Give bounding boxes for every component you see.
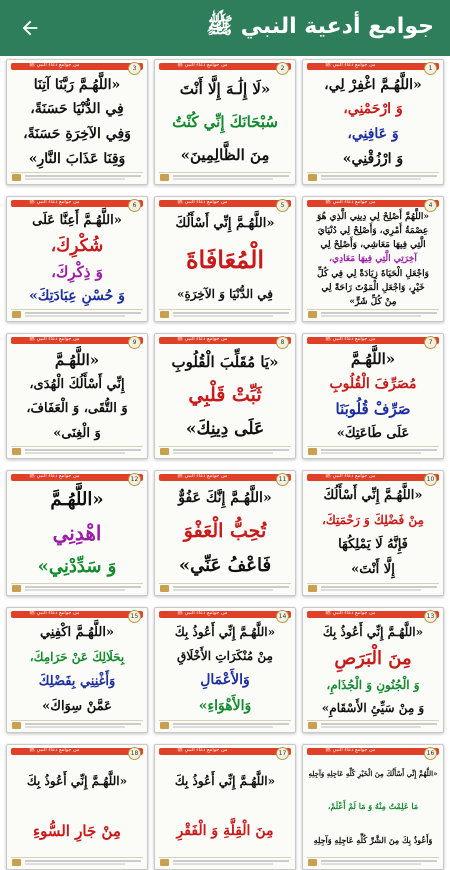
card-logo-icon bbox=[160, 311, 169, 318]
card-number-badge: 10 bbox=[424, 473, 437, 486]
card-header-text: من جوامع دعاء النبي ﷺ bbox=[177, 747, 228, 753]
card-header-text: من جوامع دعاء النبي ﷺ bbox=[177, 62, 228, 68]
card-footer bbox=[159, 583, 291, 592]
card-footer bbox=[307, 857, 439, 866]
card-footer bbox=[11, 309, 143, 318]
dua-line: وَقِنَا عَذَابَ النَّارِ» bbox=[28, 150, 126, 167]
footer-rule bbox=[173, 452, 273, 454]
dua-line: اهْدِنِي bbox=[52, 521, 102, 546]
dua-line: «اللَّهُـمَّ إِنِّي أَعُوذُ بِكَ bbox=[174, 774, 276, 789]
card-footer bbox=[11, 720, 143, 729]
dua-card[interactable] bbox=[6, 470, 148, 596]
dua-text bbox=[11, 347, 143, 446]
dua-line: مِنْ فَضْلِكَ وَ رَحْمَتِكَ، bbox=[322, 513, 424, 528]
footer-rule bbox=[25, 860, 141, 862]
dua-card[interactable] bbox=[154, 333, 296, 459]
dua-card[interactable] bbox=[6, 607, 148, 733]
dua-line: عَمَّنْ سِوَاكَ» bbox=[42, 699, 112, 715]
card-header-text: من جوامع دعاء النبي ﷺ bbox=[325, 747, 376, 753]
dua-line: وَ حُسْنِ عِبَادَتِكَ» bbox=[29, 288, 125, 305]
card-number-badge: 3 bbox=[128, 62, 141, 75]
card-header-text: من جوامع دعاء النبي ﷺ bbox=[177, 336, 228, 342]
footer-rule bbox=[321, 726, 421, 728]
dua-text bbox=[307, 73, 439, 172]
dua-line: مِنْ كُلِّ شَرٍّ» bbox=[349, 296, 397, 307]
dua-line: وَ سَدِّدْنِي» bbox=[37, 555, 117, 577]
dua-line: آخِرَتِي الَّتِي فِيهَا مَعَادِي، bbox=[329, 254, 417, 265]
dua-card[interactable] bbox=[6, 333, 148, 459]
card-number-badge: 13 bbox=[424, 610, 437, 623]
dua-line: «اللَّهُمَّ أَصْلِحْ لِي دِينِي الَّذِي هُوَ bbox=[317, 212, 429, 223]
dua-line: مِنْ جَارِ السُّوءِ bbox=[33, 822, 121, 840]
dua-line: وَ ارْحَمْنِي، bbox=[343, 101, 403, 118]
dua-card[interactable] bbox=[302, 607, 444, 733]
card-footer bbox=[307, 720, 439, 729]
dua-line: وَ عَافِنِي، bbox=[347, 126, 399, 143]
footer-rule bbox=[173, 589, 273, 591]
page-title: جوامع أدعية النبي ﷺ bbox=[206, 14, 434, 39]
dua-line: «اللَّهُـمَّ إِنِّي أَعُوذُ بِكَ bbox=[26, 774, 128, 789]
card-footer bbox=[307, 309, 439, 318]
dua-line: إِلَّا أَنْتَ» bbox=[351, 562, 395, 578]
footer-rule bbox=[173, 723, 289, 725]
dua-text bbox=[307, 347, 439, 446]
card-footer bbox=[159, 857, 291, 866]
dua-card[interactable] bbox=[302, 744, 444, 870]
footer-rule bbox=[321, 175, 437, 177]
dua-line: تُحِبُّ الْعَفْوَ bbox=[183, 519, 267, 542]
card-logo-icon bbox=[160, 722, 169, 729]
dua-line: فَاعْفُ عَنِّي» bbox=[178, 554, 272, 576]
card-number-badge: 6 bbox=[128, 199, 141, 212]
footer-rule bbox=[321, 315, 421, 317]
dua-line: وَالأَعْمَالِ bbox=[200, 672, 250, 689]
dua-line: «اللَّهُـمَّ bbox=[350, 350, 396, 369]
card-footer bbox=[159, 309, 291, 318]
dua-card[interactable] bbox=[6, 744, 148, 870]
dua-line: فِي الدُّنْيَا وَ الآخِرَةِ» bbox=[177, 287, 273, 302]
card-footer bbox=[159, 172, 291, 181]
dua-line: وَالأَهْوَاءِ» bbox=[198, 698, 252, 715]
card-number-badge: 14 bbox=[276, 610, 289, 623]
footer-rule bbox=[25, 863, 125, 865]
card-number-badge: 8 bbox=[276, 336, 289, 349]
dua-text bbox=[11, 621, 143, 720]
dua-card[interactable] bbox=[302, 333, 444, 459]
dua-line: الَّتِي فِيهَا مَعَاشِي، وَأَصْلِحْ لِي bbox=[320, 240, 426, 251]
footer-rule bbox=[25, 315, 125, 317]
card-number-badge: 18 bbox=[128, 747, 141, 760]
dua-line: خَيْرٍ، وَاجْعَلِ الْمَوْتَ رَاحَةً لِي bbox=[321, 282, 425, 293]
dua-line: وَ ذِكْرِكَ، bbox=[51, 263, 103, 282]
back-button[interactable] bbox=[14, 12, 46, 44]
card-header-text: من جوامع دعاء النبي ﷺ bbox=[29, 473, 80, 479]
dua-line: مِنَ الْقِلَّةِ وَ الْفَقْرِ bbox=[176, 822, 274, 839]
dua-line: عَلَى طَاعَتِكَ» bbox=[336, 426, 410, 442]
card-number-badge: 9 bbox=[128, 336, 141, 349]
card-logo-icon bbox=[12, 448, 21, 455]
dua-line: بِحَلَالِكَ عَنْ حَرَامِكَ، bbox=[29, 650, 125, 665]
dua-line: إِنِّي أَسْأَلُكَ الْهُدَى، bbox=[29, 377, 125, 393]
dua-text bbox=[159, 621, 291, 720]
dua-text bbox=[159, 758, 291, 857]
dua-text bbox=[11, 484, 143, 583]
dua-line: وَاجْعَلِ الْحَيَاةَ زِيَادَةً لِي فِي كُلِّ bbox=[317, 268, 429, 279]
card-footer bbox=[307, 172, 439, 181]
dua-card[interactable] bbox=[6, 196, 148, 322]
footer-rule bbox=[25, 726, 125, 728]
dua-text bbox=[307, 758, 439, 857]
card-number-badge: 16 bbox=[424, 747, 437, 760]
card-logo-icon bbox=[308, 722, 317, 729]
dua-line: فِي الدُّنْيَا حَسَنَةً، bbox=[30, 101, 124, 118]
card-logo-icon bbox=[160, 859, 169, 866]
card-header-text: من جوامع دعاء النبي ﷺ bbox=[177, 473, 228, 479]
card-number-badge: 12 bbox=[128, 473, 141, 486]
dua-card[interactable] bbox=[154, 196, 296, 322]
dua-line: «اللَّهُمَّ إِنِّي أَسْأَلُكَ مِنَ الْخَيْرِ كُلِّهِ عَاجِلِهِ وَآجِلِهِ bbox=[308, 769, 438, 779]
dua-line: «اللَّهُـمَّ رَبَّنَا آتِنَا bbox=[33, 76, 121, 93]
dua-line: «اللَّهُـمَّ أَعِنَّا عَلَى bbox=[32, 213, 122, 229]
footer-rule bbox=[25, 312, 141, 314]
card-logo-icon bbox=[12, 174, 21, 181]
card-logo-icon bbox=[308, 585, 317, 592]
dua-card[interactable] bbox=[302, 196, 444, 322]
dua-line: ثَبِّتْ قَلْبِي bbox=[188, 383, 262, 406]
arrow-back-icon bbox=[19, 17, 41, 39]
footer-rule bbox=[321, 586, 437, 588]
footer-rule bbox=[321, 449, 437, 451]
footer-rule bbox=[25, 723, 141, 725]
card-header-text: من جوامع دعاء النبي ﷺ bbox=[177, 610, 228, 616]
card-header-text: من جوامع دعاء النبي ﷺ bbox=[325, 473, 376, 479]
card-footer bbox=[307, 583, 439, 592]
dua-text bbox=[307, 621, 439, 720]
card-number-badge: 15 bbox=[128, 610, 141, 623]
dua-line: «اللَّهُـمَّ إِنِّي أَسْأَلُكَ bbox=[175, 216, 275, 232]
dua-line: سُبْحَانَكَ إِنِّي كُنْتُ bbox=[172, 113, 278, 132]
dua-card[interactable] bbox=[154, 59, 296, 185]
dua-card[interactable] bbox=[154, 607, 296, 733]
dua-line: مَا عَلِمْتُ مِنْهُ وَ مَا لَمْ أَعْلَمْ، bbox=[327, 801, 419, 812]
card-footer bbox=[11, 172, 143, 181]
dua-line: «اللَّهُـمَّ اكْفِنِي bbox=[39, 625, 115, 641]
dua-line: وَ ارْزُقْنِي» bbox=[342, 150, 404, 167]
footer-rule bbox=[25, 175, 141, 177]
dua-line: «اللَّهُـمَّ إِنَّكَ عَفُوٌّ bbox=[178, 489, 272, 506]
footer-rule bbox=[25, 178, 125, 180]
app-bar bbox=[0, 0, 450, 56]
footer-rule bbox=[173, 860, 289, 862]
card-logo-icon bbox=[12, 311, 21, 318]
footer-rule bbox=[173, 312, 289, 314]
card-header-text: من جوامع دعاء النبي ﷺ bbox=[325, 610, 376, 616]
dua-card[interactable] bbox=[302, 470, 444, 596]
card-header-text: من جوامع دعاء النبي ﷺ bbox=[325, 199, 376, 205]
card-logo-icon bbox=[308, 859, 317, 866]
card-header-text: من جوامع دعاء النبي ﷺ bbox=[325, 62, 376, 68]
footer-rule bbox=[321, 860, 437, 862]
card-number-badge: 1 bbox=[424, 62, 437, 75]
footer-rule bbox=[173, 586, 289, 588]
footer-rule bbox=[321, 589, 421, 591]
footer-rule bbox=[25, 452, 125, 454]
card-logo-icon bbox=[308, 311, 317, 318]
dua-line: وَ مِنْ سَيِّئِ الأَسْقَامِ» bbox=[321, 700, 425, 715]
footer-rule bbox=[25, 449, 141, 451]
dua-text bbox=[159, 484, 291, 583]
dua-text bbox=[307, 484, 439, 583]
dua-line: «لَا إِلَٰـهَ إِلَّا أَنْتَ bbox=[179, 80, 271, 99]
dua-text bbox=[307, 210, 439, 309]
card-logo-icon bbox=[12, 859, 21, 866]
footer-rule bbox=[321, 723, 437, 725]
card-footer bbox=[11, 583, 143, 592]
dua-line: «اللَّهُـمَّ bbox=[54, 350, 100, 369]
card-header-text: من جوامع دعاء النبي ﷺ bbox=[29, 199, 80, 205]
dua-line: وَفِي الآخِرَةِ حَسَنَةً، bbox=[23, 126, 131, 143]
dua-line: «اللَّهُـمَّ إِنِّي أَسْأَلُكَ bbox=[323, 488, 423, 504]
dua-text bbox=[11, 758, 143, 857]
card-number-badge: 4 bbox=[424, 199, 437, 212]
dua-line: مُصَرِّفَ الْقُلُوبِ bbox=[329, 375, 417, 392]
footer-rule bbox=[321, 178, 421, 180]
dua-text bbox=[11, 73, 143, 172]
dua-card[interactable] bbox=[302, 59, 444, 185]
footer-rule bbox=[321, 452, 421, 454]
card-header-text: من جوامع دعاء النبي ﷺ bbox=[29, 336, 80, 342]
dua-line: وَأَغْنِنِي بِفَضْلِكَ bbox=[38, 674, 116, 690]
dua-line: شُكْرِكَ، bbox=[50, 235, 104, 256]
card-logo-icon bbox=[308, 174, 317, 181]
card-logo-icon bbox=[12, 722, 21, 729]
card-logo-icon bbox=[12, 585, 21, 592]
footer-rule bbox=[25, 589, 125, 591]
dua-line: عِصْمَةُ أَمْرِي، وَأَصْلِحْ لِي دُنْيَايَ bbox=[317, 226, 429, 237]
dua-line: الْمُعَافَاةَ bbox=[185, 244, 265, 274]
card-header-text: من جوامع دعاء النبي ﷺ bbox=[325, 336, 376, 342]
dua-line: «اللَّهُـمَّ اغْفِرْ لِي، bbox=[324, 76, 422, 93]
card-number-badge: 17 bbox=[276, 747, 289, 760]
footer-rule bbox=[173, 315, 273, 317]
dua-card[interactable] bbox=[154, 744, 296, 870]
card-footer bbox=[159, 720, 291, 729]
footer-rule bbox=[173, 178, 273, 180]
dua-text bbox=[11, 210, 143, 309]
dua-line: وَأَعُوذُ بِكَ مِنَ الشَّرِّ كُلِّهِ عَاجِلِهِ وَآجِلِهِ bbox=[313, 834, 433, 845]
duas-grid bbox=[0, 56, 450, 845]
dua-line: «اللَّهُـمَّ إِنِّي أَعُوذُ بِكَ bbox=[322, 624, 424, 639]
card-footer bbox=[159, 446, 291, 455]
footer-rule bbox=[25, 586, 141, 588]
dua-line: وَ التُّقَى، وَ الْعَفَافَ، bbox=[26, 401, 128, 417]
dua-line: «يَا مُقَلِّبَ الْقُلُوبِ bbox=[171, 352, 279, 371]
card-footer bbox=[307, 446, 439, 455]
card-number-badge: 5 bbox=[276, 199, 289, 212]
card-number-badge: 2 bbox=[276, 62, 289, 75]
dua-text bbox=[159, 73, 291, 172]
card-number-badge: 7 bbox=[424, 336, 437, 349]
dua-line: «اللَّهُـمَّ إِنِّي أَعُوذُ بِكَ bbox=[174, 625, 276, 640]
dua-line: صَرِّفْ قُلُوبَنَا bbox=[335, 400, 411, 419]
dua-card[interactable] bbox=[6, 59, 148, 185]
footer-rule bbox=[173, 863, 273, 865]
footer-rule bbox=[321, 863, 421, 865]
dua-line: فَإِنَّهُ لَا يَمْلِكُهَا bbox=[338, 537, 408, 553]
card-logo-icon bbox=[160, 448, 169, 455]
dua-card[interactable] bbox=[154, 470, 296, 596]
card-footer bbox=[11, 446, 143, 455]
dua-line: مِنْ مُنْكَرَاتِ الأَخْلَاقِ bbox=[177, 648, 273, 663]
footer-rule bbox=[173, 726, 273, 728]
card-header-text: من جوامع دعاء النبي ﷺ bbox=[29, 747, 80, 753]
card-header-text: من جوامع دعاء النبي ﷺ bbox=[177, 199, 228, 205]
card-logo-icon bbox=[160, 585, 169, 592]
card-logo-icon bbox=[308, 448, 317, 455]
dua-line: مِنَ الظَّالِمِينَ» bbox=[180, 146, 270, 165]
card-number-badge: 11 bbox=[276, 473, 289, 486]
dua-text bbox=[159, 347, 291, 446]
footer-rule bbox=[173, 449, 289, 451]
card-logo-icon bbox=[160, 174, 169, 181]
card-header-text: من جوامع دعاء النبي ﷺ bbox=[29, 62, 80, 68]
dua-text bbox=[159, 210, 291, 309]
dua-line: «اللَّهُـمَّ bbox=[50, 489, 104, 511]
dua-line: عَلَى دِينِكَ» bbox=[185, 418, 265, 439]
dua-line: وَ الْغِنَى» bbox=[53, 425, 101, 441]
dua-line: مِنَ الْبَرَصِ bbox=[334, 647, 412, 669]
dua-line: وَ الْجُنُونِ وَ الْجُذَامِ، bbox=[326, 677, 420, 692]
card-footer bbox=[11, 857, 143, 866]
card-header-text: من جوامع دعاء النبي ﷺ bbox=[29, 610, 80, 616]
footer-rule bbox=[173, 175, 289, 177]
footer-rule bbox=[321, 312, 437, 314]
